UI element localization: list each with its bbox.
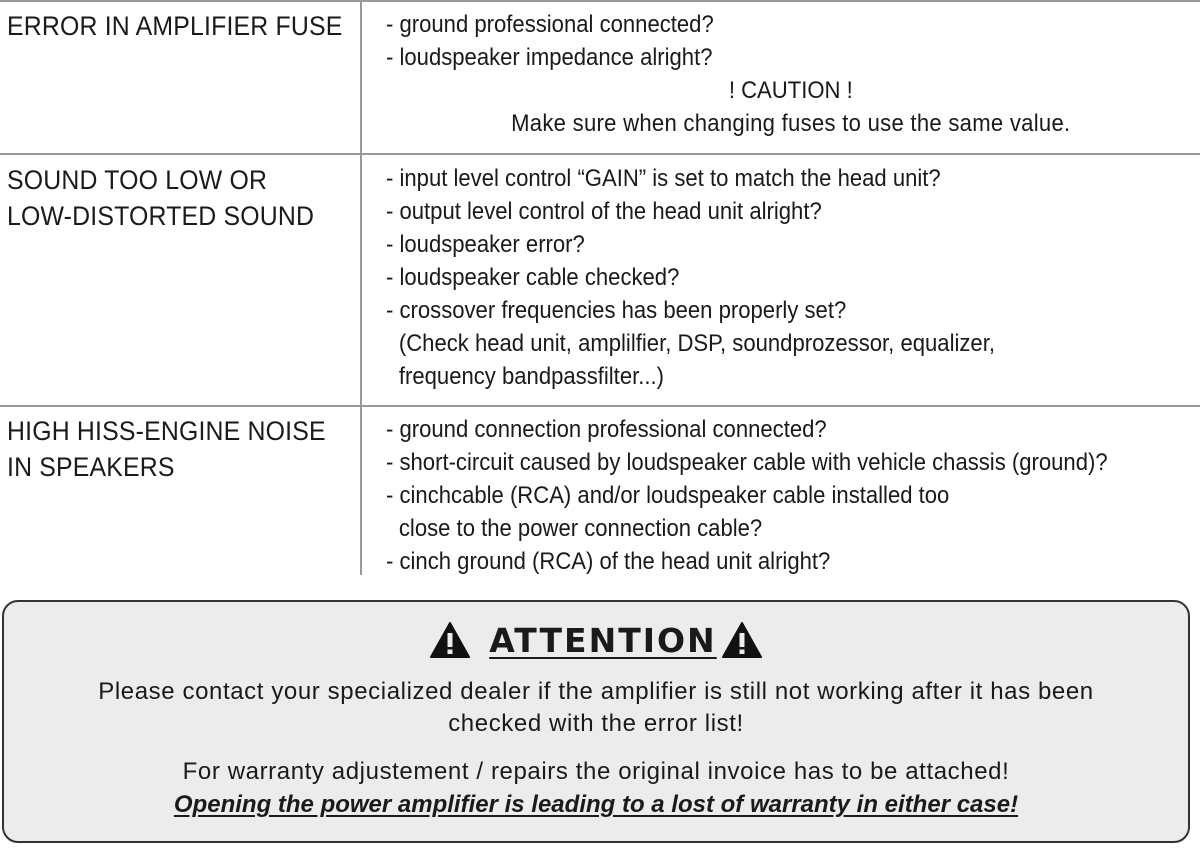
check-item: - ground connection professional connected? xyxy=(386,416,827,443)
problem-fuse-error xyxy=(7,8,343,44)
check-item-continued: close to the power connection cable? xyxy=(398,515,763,542)
caution-text: Make sure when changing fuses to use the same value. xyxy=(511,110,1071,137)
table-top-rule xyxy=(0,0,1200,2)
problem-label: LOW-DISTORTED SOUND xyxy=(7,201,315,231)
check-item: - loudspeaker cable checked? xyxy=(386,264,680,291)
attention-heading xyxy=(4,618,1188,662)
problem-sound-too-low xyxy=(7,162,324,234)
check-item-continued: frequency bandpassfilter...) xyxy=(398,363,664,390)
checks-sound-too-low xyxy=(386,162,1131,393)
check-item: - crossover frequencies has been properly set? xyxy=(386,297,847,324)
problem-hiss-noise xyxy=(7,413,324,485)
check-item: - input level control “GAIN” is set to match the head unit? xyxy=(386,165,941,192)
checks-hiss-noise xyxy=(386,413,1131,578)
check-item-continued: (Check head unit, amplilfier, DSP, soundprozessor, equalizer, xyxy=(398,330,995,357)
warranty-note: For warranty adjustement / repairs the original invoice has to be attached! xyxy=(182,758,1010,785)
row-divider xyxy=(0,405,1200,407)
check-item: - ground professional connected? xyxy=(386,11,714,38)
problem-label: HIGH HISS-ENGINE NOISE xyxy=(7,416,326,446)
problem-label: IN SPEAKERS xyxy=(7,452,175,482)
check-item: - loudspeaker error? xyxy=(386,231,585,258)
check-item: - cinch ground (RCA) of the head unit alright? xyxy=(386,548,831,575)
check-item: - cinchcable (RCA) and/or loudspeaker cable installed too xyxy=(386,482,950,509)
problem-label: ERROR IN AMPLIFIER FUSE xyxy=(7,11,343,41)
warning-triangle-icon xyxy=(429,621,471,659)
checks-fuse-error xyxy=(386,8,1131,140)
caution-title: ! CAUTION ! xyxy=(728,77,853,104)
column-divider xyxy=(360,0,362,575)
attention-title: ATTENTION xyxy=(489,620,717,660)
problem-label: SOUND TOO LOW OR xyxy=(7,165,268,195)
attention-message-line: Please contact your specialized dealer if the amplifier is still not working after it has been xyxy=(98,678,1094,705)
warning-triangle-icon xyxy=(721,621,763,659)
check-item: - output level control of the head unit alright? xyxy=(386,198,822,225)
row-divider xyxy=(0,153,1200,155)
warranty-warning: Opening the power amplifier is leading to a lost of warranty in either case! xyxy=(173,791,1019,818)
check-item: - loudspeaker impedance alright? xyxy=(386,44,713,71)
attention-message-line: checked with the error list! xyxy=(448,710,744,737)
attention-box xyxy=(2,600,1190,843)
check-item: - short-circuit caused by loudspeaker cable with vehicle chassis (ground)? xyxy=(386,449,1108,476)
